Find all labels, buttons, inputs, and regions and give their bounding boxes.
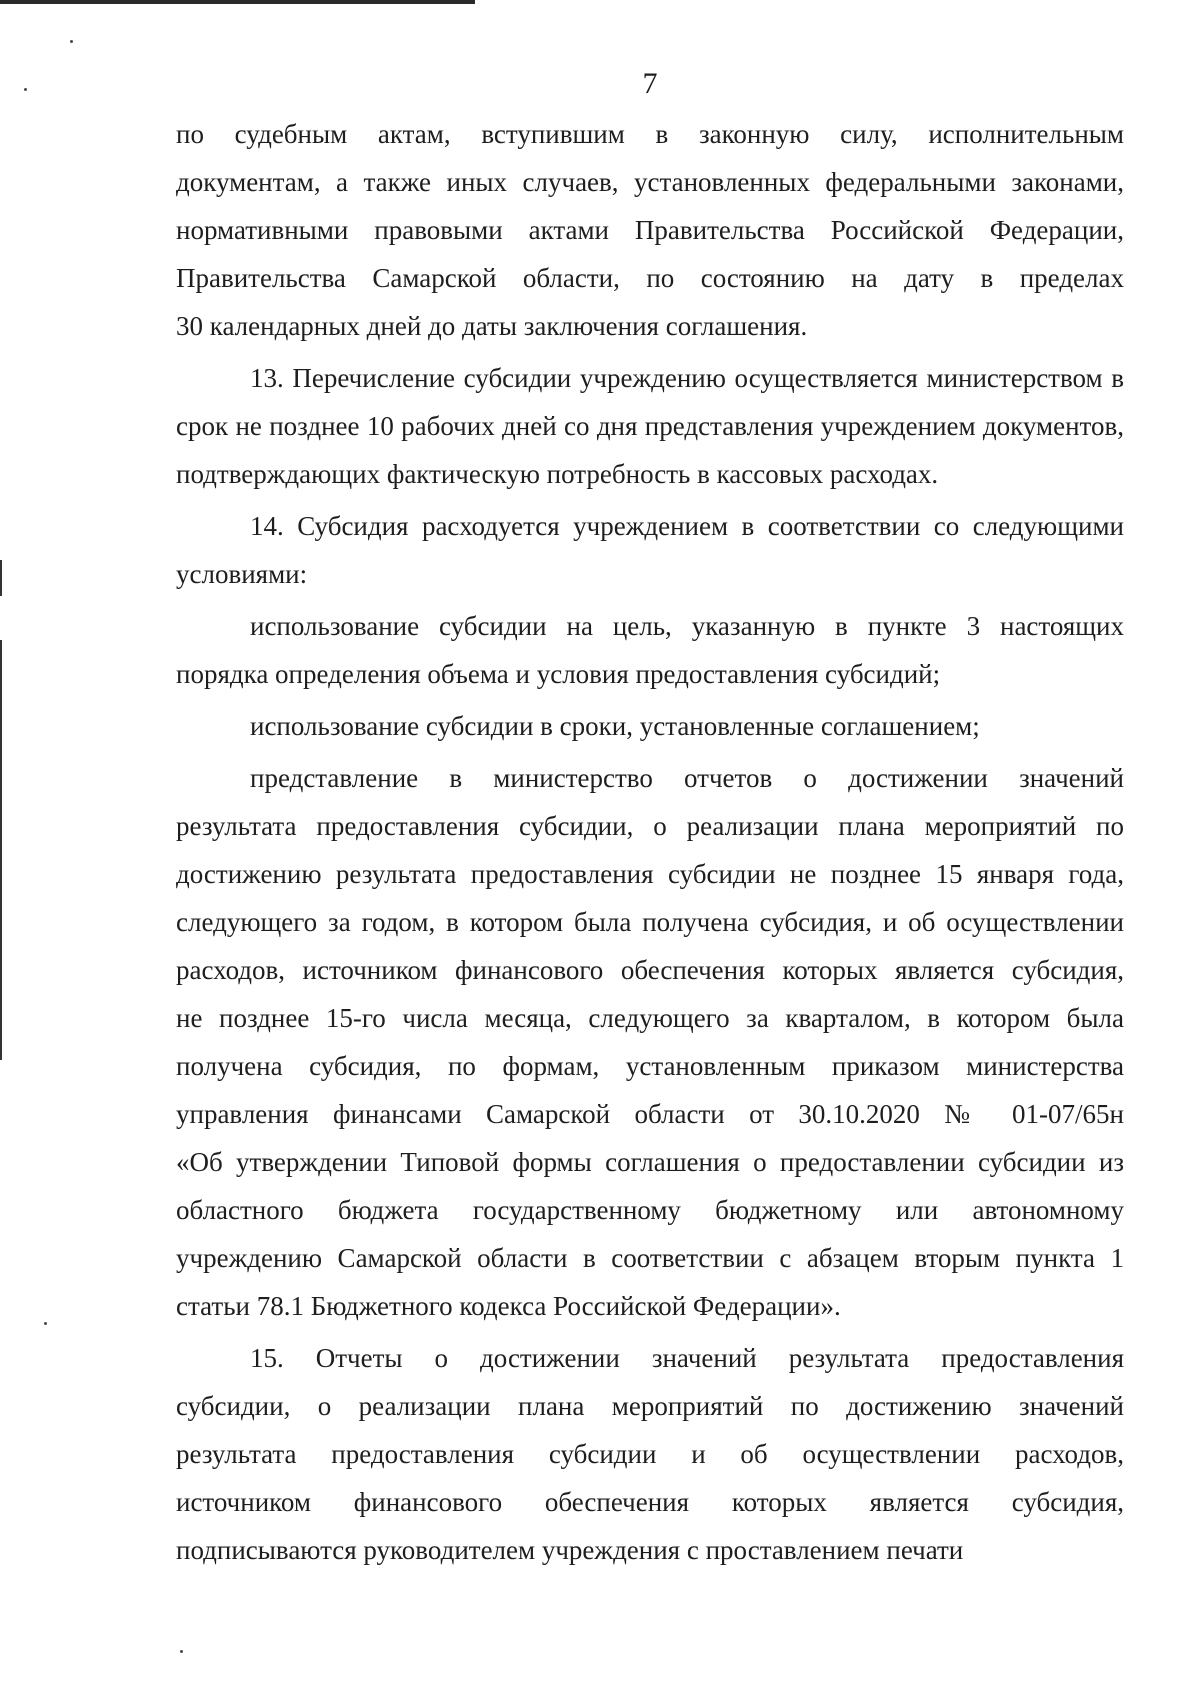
text-line: условиями: bbox=[176, 559, 308, 589]
text-line: достижению результата предоставления субсидии не позднее 15 января года, bbox=[176, 859, 1124, 889]
paragraph-gap bbox=[176, 1574, 1124, 1578]
text-line: «Об утверждении Типовой формы соглашения о предоставлении субсидии из bbox=[176, 1147, 1124, 1177]
text-line: срок не позднее 10 рабочих дней со дня представления учреждением документов, bbox=[176, 411, 1124, 441]
text-line: подписываются руководителем учреждения с проставлением печати bbox=[176, 1535, 964, 1565]
text-line: 15. Отчеты о достижении значений результата предоставления bbox=[250, 1343, 1124, 1373]
text-line: 14. Субсидия расходуется учреждением в соответствии со следующими bbox=[250, 511, 1124, 541]
paragraph-p-14-1 bbox=[176, 602, 1124, 698]
scan-edge-mark bbox=[0, 560, 2, 596]
paragraph-p-15 bbox=[176, 1334, 1124, 1574]
text-line: представление в министерство отчетов о достижении значений bbox=[250, 763, 1124, 793]
text-line: получена субсидия, по формам, установленным приказом министерства bbox=[176, 1051, 1124, 1081]
text-line: 13. Перечисление субсидии учреждению осуществляется министерством в bbox=[250, 363, 1124, 393]
paragraph-p-13 bbox=[176, 354, 1124, 498]
paragraph-p-continued bbox=[176, 110, 1124, 350]
text-line: источником финансового обеспечения которых является субсидия, bbox=[176, 1487, 1124, 1517]
page-number: 7 bbox=[642, 67, 658, 100]
scan-edge-line bbox=[0, 0, 475, 4]
text-line: учреждению Самарской области в соответствии с абзацем вторым пункта 1 bbox=[176, 1243, 1124, 1273]
text-line: статьи 78.1 Бюджетного кодекса Российской Федерации». bbox=[176, 1291, 841, 1321]
text-line: расходов, источником финансового обеспечения которых является субсидия, bbox=[176, 955, 1124, 985]
text-line: 30 календарных дней до даты заключения соглашения. bbox=[176, 311, 808, 341]
text-line: результата предоставления субсидии и об осуществлении расходов, bbox=[176, 1439, 1124, 1469]
scan-edge-mark bbox=[0, 640, 2, 1060]
text-line: порядка определения объема и условия предоставления субсидий; bbox=[176, 659, 941, 689]
scan-speck bbox=[70, 40, 73, 43]
text-line: субсидии, о реализации плана мероприятий по достижению значений bbox=[176, 1391, 1124, 1421]
text-line: результата предоставления субсидии, о реализации плана мероприятий по bbox=[176, 811, 1124, 841]
text-line: следующего за годом, в котором была получена субсидия, и об осуществлении bbox=[176, 907, 1124, 937]
paragraph-p-14 bbox=[176, 502, 1124, 598]
scan-speck bbox=[44, 1322, 47, 1325]
paragraph-p-14-2 bbox=[176, 702, 1124, 750]
text-line: областного бюджета государственному бюджетному или автономному bbox=[176, 1195, 1124, 1225]
scan-speck bbox=[180, 1650, 183, 1653]
text-line: использование субсидии на цель, указанную в пункте 3 настоящих bbox=[250, 611, 1124, 641]
text-line: не позднее 15-го числа месяца, следующего за кварталом, в котором была bbox=[176, 1003, 1124, 1033]
text-line: Правительства Самарской области, по состоянию на дату в пределах bbox=[176, 263, 1124, 293]
text-line: подтверждающих фактическую потребность в кассовых расходах. bbox=[176, 459, 939, 489]
text-line: нормативными правовыми актами Правительства Российской Федерации, bbox=[176, 215, 1124, 245]
paragraph-p-14-3 bbox=[176, 754, 1124, 1330]
text-line: использование субсидии в сроки, установленные соглашением; bbox=[250, 711, 980, 741]
text-line: документам, а также иных случаев, установленных федеральными законами, bbox=[176, 167, 1124, 197]
text-line: управления финансами Самарской области от 30.10.2020 № 01-07/65н bbox=[176, 1099, 1124, 1129]
text-line: по судебным актам, вступившим в законную силу, исполнительным bbox=[176, 119, 1124, 149]
document-body bbox=[176, 110, 1124, 1578]
